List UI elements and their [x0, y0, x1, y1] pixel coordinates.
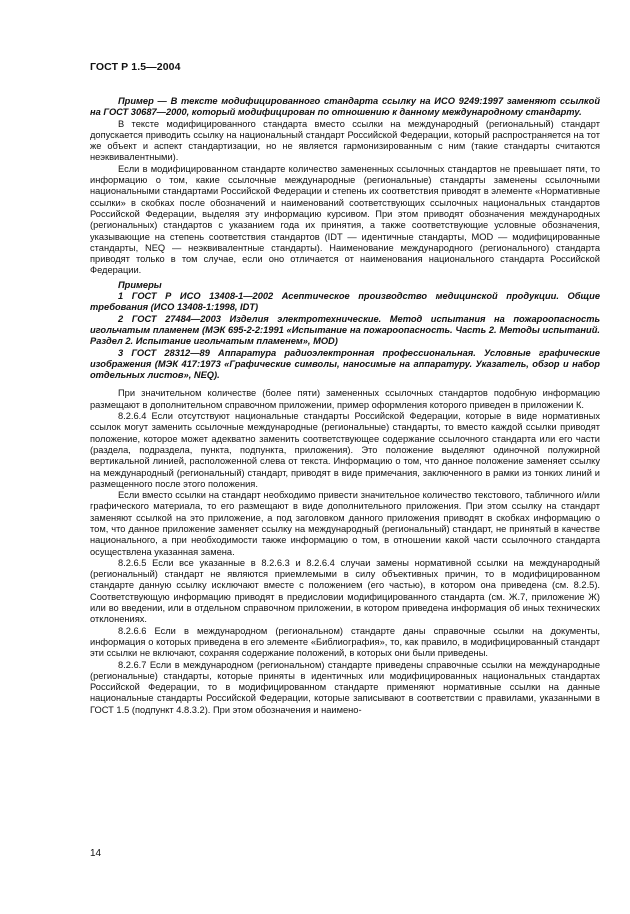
page-number: 14: [90, 848, 102, 859]
page-body: [90, 96, 600, 716]
example-item: 2 ГОСТ 27484—2003 Изделия электротехнические. Метод испытания на пожароопасность игольчатым пламенем (МЭК 695-2-2:1991 «Испытание на пожароопасность. Часть 2. Методы испытаний. Раздел 2. Испытание игольчатым пламенем», MOD): [90, 313, 600, 347]
clause-8-2-6-5: 8.2.6.5 Если все указанные в 8.2.6.3 и 8.2.6.4 случаи замены нормативной ссылки на международный (региональный) стандарт не являются приемлемыми в силу объективных причин, то в модифицированном стандарте данную ссылку исключают вместе с положением (его частью), в котором она приведена (см. 8.2.5). Соответствующую информацию приводят в предисловии модифицированного стандарта (см. Ж.7, приложение Ж) или во введении, или в отдельном справочном приложении, в котором приведена информация об иных технических отклонениях.: [90, 557, 600, 625]
clause-8-2-6-7: 8.2.6.7 Если в международном (региональном) стандарте приведены справочные ссылки на международные (региональные) стандарты, которые приняты в идентичных или модифицированных национальных стандартах Российской Федерации, то в модифицированном стандарте применяют нормативные ссылки на данные национальные стандарты Российской Федерации, которые записывают в соответствии с правилами, указанными в ГОСТ 1.5 (подпункт 4.8.3.2). При этом обозначения и наимено-: [90, 659, 600, 715]
body-paragraph: В тексте модифицированного стандарта вместо ссылки на международный (региональный) стандарт допускается приводить ссылку на национальный стандарт Российской Федерации, который распространяется на тот же объект и аспект стандартизации, но не является гармонизированным с ним (такие стандарты считаются неэквивалентными).: [90, 118, 600, 163]
body-paragraph: Если в модифицированном стандарте количество замененных ссылочных стандартов не превышает пяти, то информацию о том, какие ссылочные международные (региональные) стандарты заменены ссылочными национальными стандартами Российской Федерации и степень их соответствия приводят в элементе «Нормативные ссылки» в скобках после обозначений и наименований соответствующих ссылочных национальных стандартов Российской Федерации, выделяя эту информацию курсивом. При этом приводят обозначения международных (региональных) стандартов с указанием года их принятия, а также соответствующие условные обозначения, указывающие на степень соответствия стандартов (IDT — идентичные стандарты, MOD — модифицированные стандарты, NEQ — неэквивалентные стандарты). Наименование международного (регионального) стандарта приводят только в том случае, если оно отличается от наименования национального стандарта Российской Федерации.: [90, 163, 600, 276]
document-id-header: ГОСТ Р 1.5—2004: [90, 61, 181, 73]
clause-8-2-6-4: 8.2.6.4 Если отсутствуют национальные стандарты Российской Федерации, которые в виде нормативных ссылок могут заменить ссылочные международные (региональные) стандарты, то вместо каждой ссылки приводят положение, которое может адекватно заменить соответствующее содержание ссылочного стандарта или его части (раздела, подраздела, пункта, подпункта, приложения). Это положение выделяют одиночной полужирной вертикальной линией, расположенной слева от текста. Информацию о том, что данное положение заменяет ссылку на международный (региональный) стандарт, приводят в виде примечания, заключенного в рамки из тонких линий и размещенного после этого положения.: [90, 411, 600, 489]
example-item: 3 ГОСТ 28312—89 Аппаратура радиоэлектронная профессиональная. Условные графические изображения (МЭК 417:1973 «Графические символы, наносимые на аппаратуру. Указатель, обзор и набор отдельных листов», NEQ).: [90, 347, 600, 381]
examples-heading: Примеры: [118, 279, 162, 290]
body-paragraph: При значительном количестве (более пяти) замененных ссылочных стандартов подобную информацию размещают в дополнительном справочном приложении, пример оформления которого приведен в приложении К.: [90, 388, 600, 410]
body-paragraph: Если вместо ссылки на стандарт необходимо привести значительное количество текстового, табличного и/или графического материала, то его размещают в виде дополнительного приложения. При этом ссылку на стандарт заменяют ссылкой на это приложение, а под заголовком данного приложения приводят в скобках информацию о том, что данное приложение заменяет ссылку на международный (региональный) стандарт, не принятый в качестве национального, а при необходимости также информацию о том, в отношении какой части ссылочного стандарта осуществлена указанная замена.: [90, 490, 600, 557]
clause-8-2-6-6: 8.2.6.6 Если в международном (региональном) стандарте даны справочные ссылки на документы, информация о которых приведена в его элементе «Библиография», то, как правило, в модифицированный стандарт эти ссылки не включают, сохраняя содержание положений, в которых они были приведены.: [90, 625, 600, 659]
example-paragraph: Пример — В тексте модифицированного стандарта ссылку на ИСО 9249:1997 заменяют ссылкой на ГОСТ 30687—2000, который модифицирован по отношению к данному международному стандарту.: [90, 96, 600, 118]
example-item: 1 ГОСТ Р ИСО 13408-1—2002 Асептическое производство медицинской продукции. Общие требования (ИСО 13408-1:1998, IDT): [90, 291, 600, 313]
